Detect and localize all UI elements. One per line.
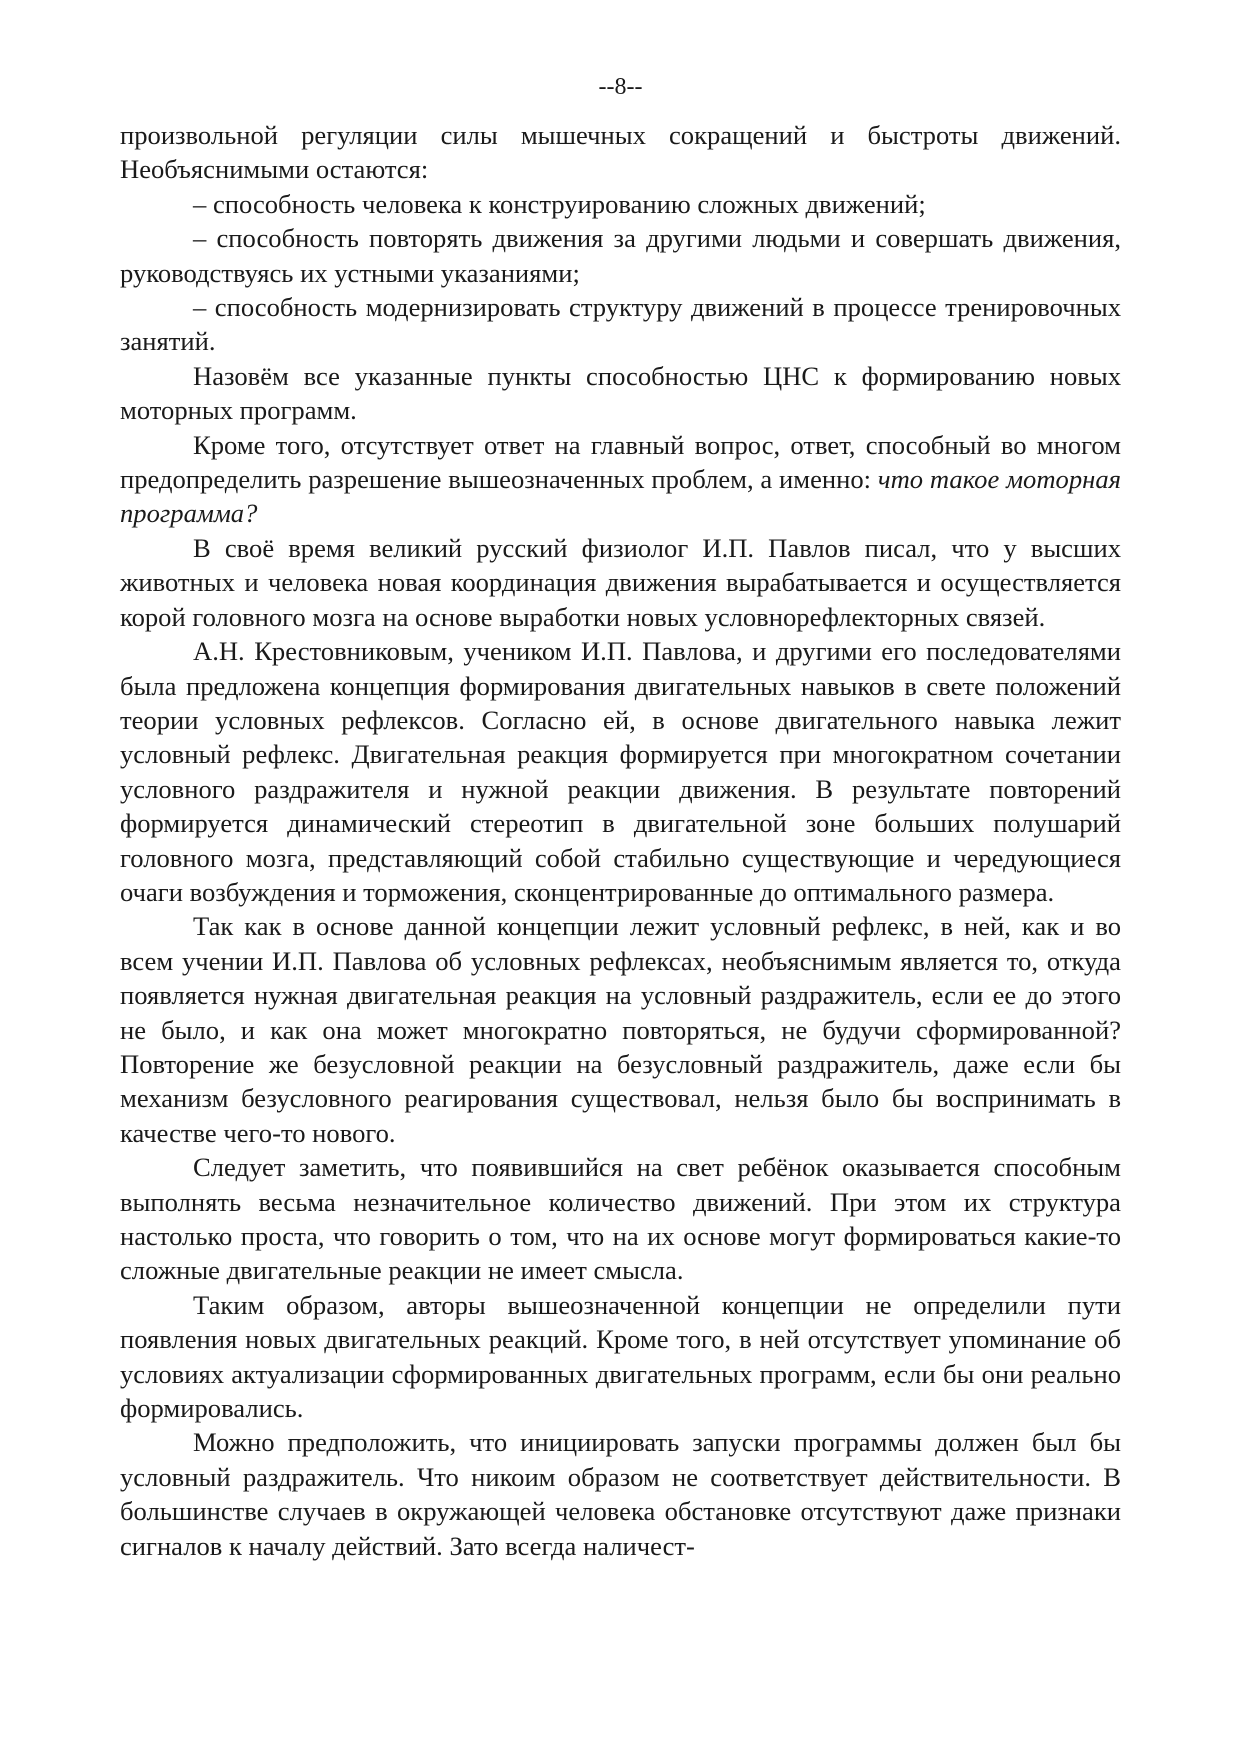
page-number: --8--	[598, 74, 643, 100]
list-item-repeating-movements: – способность повторять движения за другими людьми и совершать движения, руководствуясь их устными указаниями;	[120, 223, 1121, 288]
paragraph-new-motor-programs: Назовём все указанные пункты способностью ЦНС к формированию новых моторных программ.	[120, 360, 1121, 426]
paragraph-continuation: произвольной регуляции силы мышечных сокращений и быстроты движений. Необъяснимыми остаются:	[120, 120, 1121, 185]
paragraph-assumption: Можно предположить, что инициировать запуски программы должен был бы условный раздражитель. Что никоим образом не соответствует действительности. В большинстве случаев в окружающей человека обстановке отсутствуют даже признаки сигналов к началу действий. Зато всегда наличест-	[120, 1427, 1121, 1561]
paragraph-pavlov: В своё время великий русский физиолог И.П. Павлов писал, что у высших животных и человека новая координация движения вырабатывается и осуществляется корой головного мозга на основе выработки новых условнорефлекторных связей.	[120, 532, 1121, 632]
list-item-modernizing-movements: – способность модернизировать структуру движений в процессе тренировочных занятий.	[120, 292, 1121, 357]
paragraph-conclusion: Таким образом, авторы вышеозначенной концепции не определили пути появления новых двигательных реакций. Кроме того, в ней отсутствует упоминание об условиях актуализации сформированных двигательных программ, если бы они реально формировались.	[120, 1289, 1121, 1424]
paragraph-main-question	[120, 428, 1121, 531]
paragraph-conditional-reflex: Так как в основе данной концепции лежит условный рефлекс, в ней, как и во всем учении И.П. Павлова об условных рефлексах, необъяснимым является то, откуда появляется нужная двигательная реакция на условный раздражитель, если ее до этого не было, и как она может многократно повторяться, не будучи сформированной? Повторение же безусловной реакции на безусловный раздражитель, даже если бы механизм безусловного реагирования существовал, нельзя было бы воспринимать в качестве чего-то нового.	[120, 911, 1121, 1148]
body-text	[120, 118, 1121, 1563]
main-question-italic: что такое моторная программа?	[120, 464, 1121, 529]
list-item-constructing-movements: – способность человека к конструированию сложных движений;	[193, 188, 926, 219]
paragraph-newborn: Следует заметить, что появившийся на свет ребёнок оказывается способным выполнять весьма незначительное количество движений. При этом их структура настолько проста, что говорить о том, что на их основе могут формироваться какие-то сложные двигательные реакции не имеет смысла.	[120, 1152, 1121, 1286]
main-question-text: Кроме того, отсутствует ответ на главный вопрос, ответ, способный во многом предопределить разрешение вышеозначенных проблем, а именно:	[120, 429, 1121, 495]
paragraph-krestovnikov: А.Н. Крестовниковым, учеником И.П. Павлова, и другими его последователями была предложена концепция формирования двигательных навыков в свете положений теории условных рефлексов. Согласно ей, в основе двигательного навыка лежит условный рефлекс. Двигательная реакция формируется при многократном сочетании условного раздражителя и нужной реакции движения. В результате повторений формируется динамический стереотип в двигательной зоне больших полушарий головного мозга, представляющий собой стабильно существующие и чередующиеся очаги возбуждения и торможения, сконцентрированные до оптимального размера.	[120, 636, 1121, 907]
